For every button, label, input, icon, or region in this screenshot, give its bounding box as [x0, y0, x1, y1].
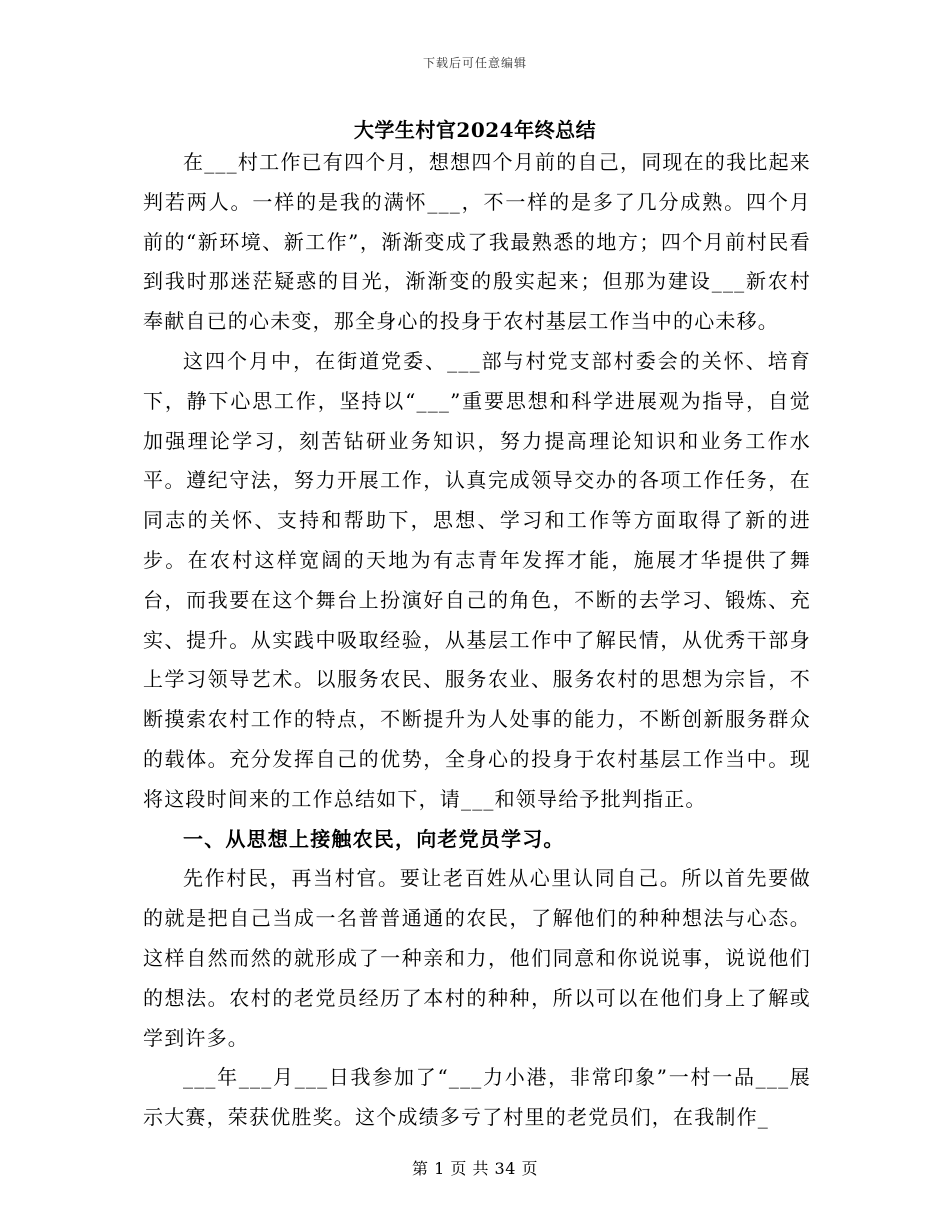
paragraph-section-1: 先作村民，再当村官。要让老百姓从心里认同自己。所以首先要做的就是把自己当成一名普普通通的农民，了解他们的种种想法与心态。这样自然而然的就形成了一种亲和力，他们同意和你说说事，说说他们的想法。农村的老党员经历了本村的种种，所以可以在他们身上了解或学到许多。 — [143, 866, 811, 1050]
document-body — [143, 143, 811, 1138]
document-title: 大学生村官2024年终总结 — [353, 118, 597, 142]
section-heading-1: 一、从思想上接触农民，向老党员学习。 — [183, 826, 565, 851]
page-number: 第 1 页 共 34 页 — [412, 1159, 538, 1178]
page-header: 下载后可任意编辑 — [422, 56, 527, 70]
paragraph-intro: 在___村工作已有四个月，想想四个月前的自己，同现在的我比起来判若两人。一样的是我的满怀___，不一样的是多了几分成熟。四个月前的“新环境、新工作”，渐渐变成了我最熟悉的地方；四个月前村民看到我时那迷茫疑惑的目光，渐渐变的殷实起来；但那为建设___新农村奉献自已的心未变，那全身心的投身于农村基层工作当中的心未移。 — [143, 150, 811, 334]
paragraph-competition: ___年___月___日我参加了“___力小港，非常印象”一村一品___展示大赛，荣获优胜奖。这个成绩多亏了村里的老党员们，在我制作_ — [143, 1065, 811, 1130]
paragraph-overview: 这四个月中，在街道党委、___部与村党支部村委会的关怀、培育下，静下心思工作，坚持以“___”重要思想和科学进展观为指导，自觉加强理论学习，刻苦钻研业务知识，努力提高理论知识和业务工作水平。遵纪守法，努力开展工作，认真完成领导交办的各项工作任务，在同志的关怀、支持和帮助下，思想、学习和工作等方面取得了新的进步。在农村这样宽阔的天地为有志青年发挥才能，施展才华提供了舞台，而我要在这个舞台上扮演好自己的角色，不断的去学习、锻炼、充实、提升。从实践中吸取经验，从基层工作中了解民情，从优秀干部身上学习领导艺术。以服务农民、服务农业、服务农村的思想为宗旨，不断摸索农村工作的特点，不断提升为人处事的能力，不断创新服务群众的载体。充分发挥自己的优势，全身心的投身于农村基层工作当中。现将这段时间来的工作总结如下，请___和领导给予批判指正。 — [143, 348, 811, 811]
